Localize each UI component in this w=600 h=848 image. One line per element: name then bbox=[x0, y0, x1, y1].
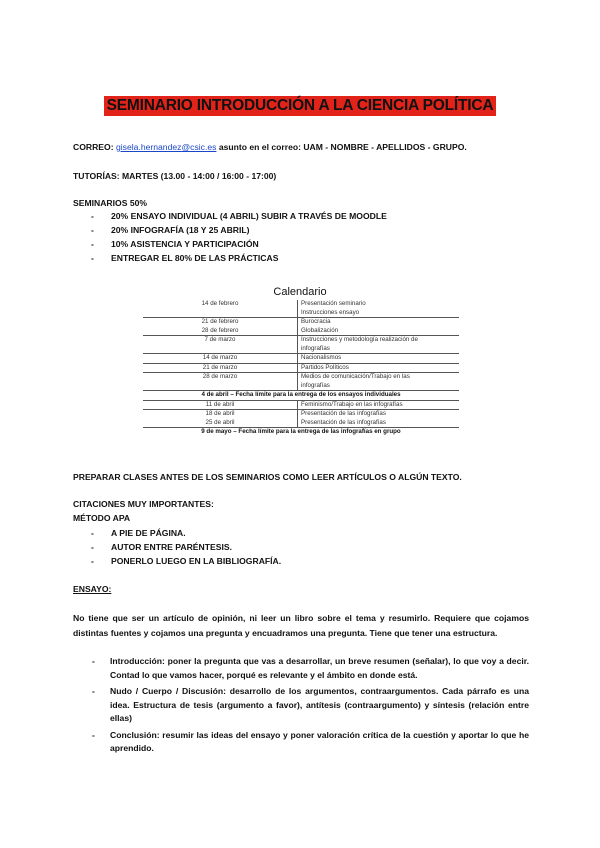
calendar-event-line: Nacionalismos bbox=[301, 354, 342, 361]
calendar-deadline-row bbox=[143, 391, 459, 401]
calendar-date: 14 de marzo bbox=[143, 354, 298, 364]
calendar-event bbox=[298, 400, 460, 410]
calendar-title: Calendario bbox=[273, 286, 327, 298]
calendar-event-line: infografías bbox=[301, 344, 330, 352]
calendar-event-line: Feminismo/Trabajo en las infografías bbox=[301, 400, 403, 408]
calendar-row bbox=[143, 410, 459, 419]
calendar-date: 18 de abril bbox=[143, 410, 298, 419]
calendar-table bbox=[143, 300, 459, 437]
calendar-deadline: 9 de mayo – Fecha límite para la entrega de las infografías en grupo bbox=[201, 428, 401, 435]
list-item: - 20% INFOGRAFÍA (18 Y 25 ABRIL) bbox=[91, 225, 250, 235]
calendar-event-line: Burocracia bbox=[301, 318, 331, 325]
calendar-date: 11 de abril bbox=[143, 400, 298, 410]
document-title-wrap bbox=[0, 96, 600, 116]
calendar-event bbox=[298, 354, 460, 364]
calendar-event-line: Instrucciones ensayo bbox=[301, 308, 360, 316]
document-title: SEMINARIO INTRODUCCIÓN A LA CIENCIA POLÍTICA bbox=[104, 96, 497, 116]
calendar-event-line: Instrucciones y metodología realización de bbox=[301, 336, 418, 343]
calendar-event-line: Presentación de las infografías bbox=[301, 418, 386, 426]
preparar-line: PREPARAR CLASES ANTES DE LOS SEMINARIOS COMO LEER ARTÍCULOS O ALGÚN TEXTO. bbox=[73, 472, 462, 482]
calendar-date: 25 de abril bbox=[143, 419, 298, 428]
metodo-heading: MÉTODO APA bbox=[73, 513, 131, 523]
seminarios-list bbox=[91, 209, 491, 265]
tutorias-line: TUTORÍAS: MARTES (13.00 - 14:00 / 16:00 - 17:00) bbox=[73, 171, 277, 181]
calendar-date: 14 de febrero bbox=[143, 300, 298, 318]
calendar-event bbox=[298, 336, 460, 354]
ensayo-heading: ENSAYO: bbox=[73, 584, 112, 594]
ensayo-list bbox=[73, 655, 529, 759]
calendar-row bbox=[143, 419, 459, 428]
citaciones-heading: CITACIONES MUY IMPORTANTES: bbox=[73, 499, 214, 509]
calendar-event-line: Medios de comunicación/Trabajo en las bbox=[301, 373, 410, 380]
list-item: - 20% ENSAYO INDIVIDUAL (4 ABRIL) SUBIR A TRAVÉS DE MOODLE bbox=[91, 211, 387, 221]
list-item: - Conclusión: resumir las ideas del ensayo y poner valoración crítica de la cuestión y aportar lo que he aprendido. bbox=[92, 729, 529, 753]
list-item: - PONERLO LUEGO EN LA BIBLIOGRAFÍA. bbox=[91, 556, 282, 566]
calendar-event bbox=[298, 410, 460, 419]
list-item: - A PIE DE PÁGINA. bbox=[91, 528, 186, 538]
calendar-row bbox=[143, 318, 459, 327]
calendar-row bbox=[143, 300, 459, 318]
calendar-event-line: Globalización bbox=[301, 326, 339, 334]
list-item: - AUTOR ENTRE PARÉNTESIS. bbox=[91, 542, 232, 552]
contact-subject: asunto en el correo: UAM - NOMBRE - APELLIDOS - GRUPO. bbox=[218, 142, 467, 152]
calendar-date: 28 de marzo bbox=[143, 373, 298, 391]
ensayo-paragraph: No tiene que ser un artículo de opinión, ni leer un libro sobre el tema y resumirlo. Requiere que cojamos distintas fuentes y cojamos una pregunta y encuadramos una pregunta. Tiene que tener una estructura. bbox=[73, 613, 529, 638]
calendar-date: 7 de marzo bbox=[143, 336, 298, 354]
calendar-row bbox=[143, 373, 459, 391]
calendar-event bbox=[298, 373, 460, 391]
calendar-event-line: Partidos Políticos bbox=[301, 363, 349, 371]
citaciones-list bbox=[91, 526, 491, 568]
calendar-event bbox=[298, 419, 460, 428]
calendar-row bbox=[143, 336, 459, 354]
contact-label: CORREO: bbox=[73, 142, 114, 152]
calendar-date: 28 de febrero bbox=[143, 327, 298, 336]
contact-line bbox=[73, 142, 467, 152]
calendar-event bbox=[298, 318, 460, 327]
calendar-deadline: 4 de abril – Fecha límite para la entrega de los ensayos individuales bbox=[143, 391, 459, 401]
list-item: - Introducción: poner la pregunta que vas a desarrollar, un breve resumen (señalar), lo que voy a decir. Contad lo que vamos hacer, porqué es relevante y el ámbito en donde está. bbox=[92, 656, 529, 680]
calendar-row bbox=[143, 327, 459, 336]
calendar-event-line: infografías bbox=[301, 381, 330, 389]
calendar-deadline-row bbox=[143, 428, 459, 437]
list-item: - ENTREGAR EL 80% DE LAS PRÁCTICAS bbox=[91, 253, 279, 263]
calendar-event bbox=[298, 363, 460, 373]
email-link[interactable]: gisela.hernandez@csic.es bbox=[115, 142, 217, 152]
calendar-row bbox=[143, 354, 459, 364]
list-item: - Nudo / Cuerpo / Discusión: desarrollo de los argumentos, contraargumentos. Cada párrafo es una idea. Estructura de tesis (argumento a favor), antítesis (contraargumento) y síntesis (relación entre ellas) bbox=[92, 686, 529, 723]
calendar-event bbox=[298, 300, 460, 318]
calendar-event-line: Presentación seminario bbox=[301, 300, 366, 307]
calendar-date: 21 de marzo bbox=[143, 363, 298, 373]
calendar-event-line: Presentación de las infografías bbox=[301, 410, 386, 417]
calendar-row bbox=[143, 400, 459, 410]
list-item: - 10% ASISTENCIA Y PARTICIPACIÓN bbox=[91, 239, 259, 249]
seminarios-heading: SEMINARIOS 50% bbox=[73, 198, 148, 208]
calendar-event bbox=[298, 327, 460, 336]
calendar-row bbox=[143, 363, 459, 373]
calendar-date: 21 de febrero bbox=[143, 318, 298, 327]
